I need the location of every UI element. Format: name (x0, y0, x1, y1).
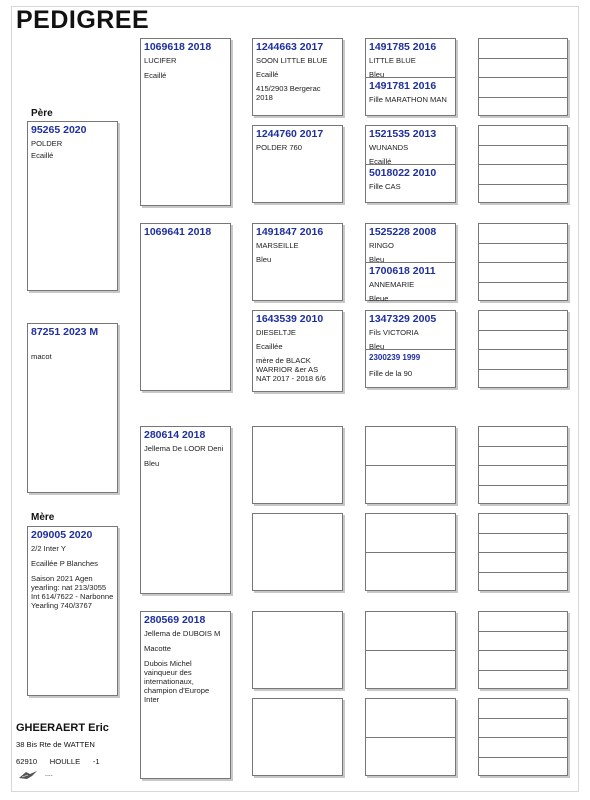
gen2-mm-box (140, 611, 231, 779)
mere-note: Saison 2021 Agen (31, 574, 93, 583)
gen2-pp-ring: 1069618 2018 (144, 41, 212, 53)
gen2-mm-note: internationaux, (144, 677, 194, 686)
page-title: PEDIGREE (16, 6, 150, 34)
gen4-g-name: Fils VICTORIA (369, 328, 419, 337)
owner-dots: .... (45, 771, 53, 778)
pere-ring: 95265 2020 (31, 124, 87, 136)
gen3-pmm-name: DIESELTJE (256, 328, 296, 337)
gen4-a-color: Bleu (369, 70, 385, 79)
gen3-ppp-note: 2018 (256, 93, 273, 102)
gen4-b-ring: 1491781 2016 (369, 80, 437, 92)
gen4-a-ring: 1491785 2016 (369, 41, 437, 53)
gen4-box (365, 223, 456, 301)
gen5-empty-box (478, 426, 568, 504)
gen3-ppm-ring: 1244760 2017 (256, 128, 324, 140)
owner-block (16, 722, 109, 766)
gen3-pmm-box (252, 310, 343, 392)
owner-name: GHEERAERT Eric (16, 722, 109, 734)
owner-city: HOULLE (49, 757, 81, 766)
gen3-ppp-ring: 1244663 2017 (256, 41, 324, 53)
gen2-mm-note: champion d'Europe (144, 686, 210, 695)
gen2-mp-ring: 280614 2018 (144, 429, 206, 441)
owner-city-line (16, 757, 109, 766)
pere-box (27, 121, 118, 291)
gen4-e-name: RINGO (369, 241, 394, 250)
gen3-pmm-color: Ecaillée (256, 342, 283, 351)
gen4-e-ring: 1525228 2008 (369, 226, 437, 238)
gen2-mp-color: Bleu (144, 459, 160, 468)
gen4-d-ring: 5018022 2010 (369, 167, 437, 179)
gen3-empty-box (252, 611, 343, 689)
gen3-ppm-name: POLDER 760 (256, 143, 303, 152)
mere-line2: Ecaillée P Blanches (31, 559, 98, 568)
gen3-pmm-ring: 1643539 2010 (256, 313, 324, 325)
gen4-c-color: Ecaillé (369, 157, 392, 166)
gen5-empty-box (478, 611, 568, 689)
mere-line1: 2/2 Inter Y (31, 544, 66, 553)
mere-ring: 209005 2020 (31, 529, 93, 541)
gen4-h-ring: 2300239 1999 (369, 353, 421, 362)
gen3-pmp-ring: 1491847 2016 (256, 226, 324, 238)
mere-note: Yearling 740/3767 (31, 601, 92, 610)
gen2-mp-box (140, 426, 231, 594)
gen2-mm-note: Dubois Michel (144, 659, 192, 668)
owner-suffix: -1 (92, 757, 100, 766)
gen4-f-name: ANNEMARIE (369, 280, 415, 289)
mere-note: Int 614/7622 - Narbonne (31, 592, 114, 601)
owner-address: 38 Bis Rte de WATTEN (16, 740, 95, 749)
gen2-pm-ring: 1069641 2018 (144, 226, 212, 238)
gen5-empty-box (478, 223, 568, 301)
pigeon-logo-icon (18, 770, 38, 780)
gen4-empty-box (365, 513, 456, 591)
gen4-c-name: WUNANDS (369, 143, 409, 152)
gen3-ppp-name: SOON LITTLE BLUE (256, 56, 328, 65)
mere-note: yearling: nat 213/3055 (31, 583, 107, 592)
gen2-mm-note: Inter (144, 695, 160, 704)
gen2-mm-color: Macotte (144, 644, 172, 653)
mere-label: Mère (31, 512, 55, 523)
gen4-b-name: Fille MARATHON MAN (369, 95, 447, 104)
gen3-pmp-color: Bleu (256, 255, 272, 264)
gen5-empty-box (478, 38, 568, 116)
gen2-pm-box (140, 223, 231, 391)
gen3-pmp-box (252, 223, 343, 301)
gen4-box (365, 310, 456, 388)
gen4-f-color: Bleue (369, 294, 389, 303)
gen2-mp-name: Jellema De LOOR Deni (144, 444, 224, 453)
gen4-h-name: Fille de la 90 (369, 369, 413, 378)
gen4-c-ring: 1521535 2013 (369, 128, 437, 140)
gen4-g-color: Bleu (369, 342, 385, 351)
gen3-ppm-box (252, 125, 343, 203)
gen3-empty-box (252, 426, 343, 504)
gen3-empty-box (252, 513, 343, 591)
gen2-pp-box (140, 38, 231, 206)
gen5-empty-box (478, 310, 568, 388)
pere-label: Père (31, 108, 53, 119)
gen2-mm-note: vainqueur des (144, 668, 192, 677)
pere-name: POLDER (31, 139, 63, 148)
gen5-empty-box (478, 513, 568, 591)
gen2-pp-color: Ecaillé (144, 71, 167, 80)
gen4-d-name: Fille CAS (369, 182, 401, 191)
gen5-empty-box (478, 698, 568, 776)
gen4-empty-box (365, 698, 456, 776)
gen4-g-ring: 1347329 2005 (369, 313, 437, 325)
gen3-ppp-color: Ecaillé (256, 70, 279, 79)
owner-postcode: 62910 (16, 757, 38, 766)
gen4-a-name: LITTLE BLUE (369, 56, 416, 65)
gen3-pmp-name: MARSEILLE (256, 241, 299, 250)
pere-color: Ecaillé (31, 151, 54, 160)
gen3-pmm-note: mère de BLACK (256, 356, 311, 365)
gen4-f-ring: 1700618 2011 (369, 265, 436, 277)
gen4-empty-box (365, 426, 456, 504)
gen3-empty-box (252, 698, 343, 776)
gen2-pp-name: LUCIFER (144, 56, 177, 65)
gen5-empty-box (478, 125, 568, 203)
gen4-box-top (365, 38, 456, 116)
mere-box (27, 526, 118, 696)
gen3-pmm-note: NAT 2017 - 2018 6/6 (256, 374, 326, 383)
gen2-mm-name: Jellema de DUBOIS M (144, 629, 221, 638)
subject-ring: 87251 2023 M (31, 326, 99, 338)
gen4-e-color: Bleu (369, 255, 385, 264)
gen4-empty-box (365, 611, 456, 689)
subject-box (27, 323, 118, 493)
gen3-ppp-box (252, 38, 343, 116)
gen4-box (365, 125, 456, 203)
gen2-mm-ring: 280569 2018 (144, 614, 206, 626)
gen3-ppp-note: 415/2903 Bergerac (256, 84, 321, 93)
gen3-pmm-note: WARRIOR &er AS (256, 365, 319, 374)
subject-color: macot (31, 352, 52, 361)
